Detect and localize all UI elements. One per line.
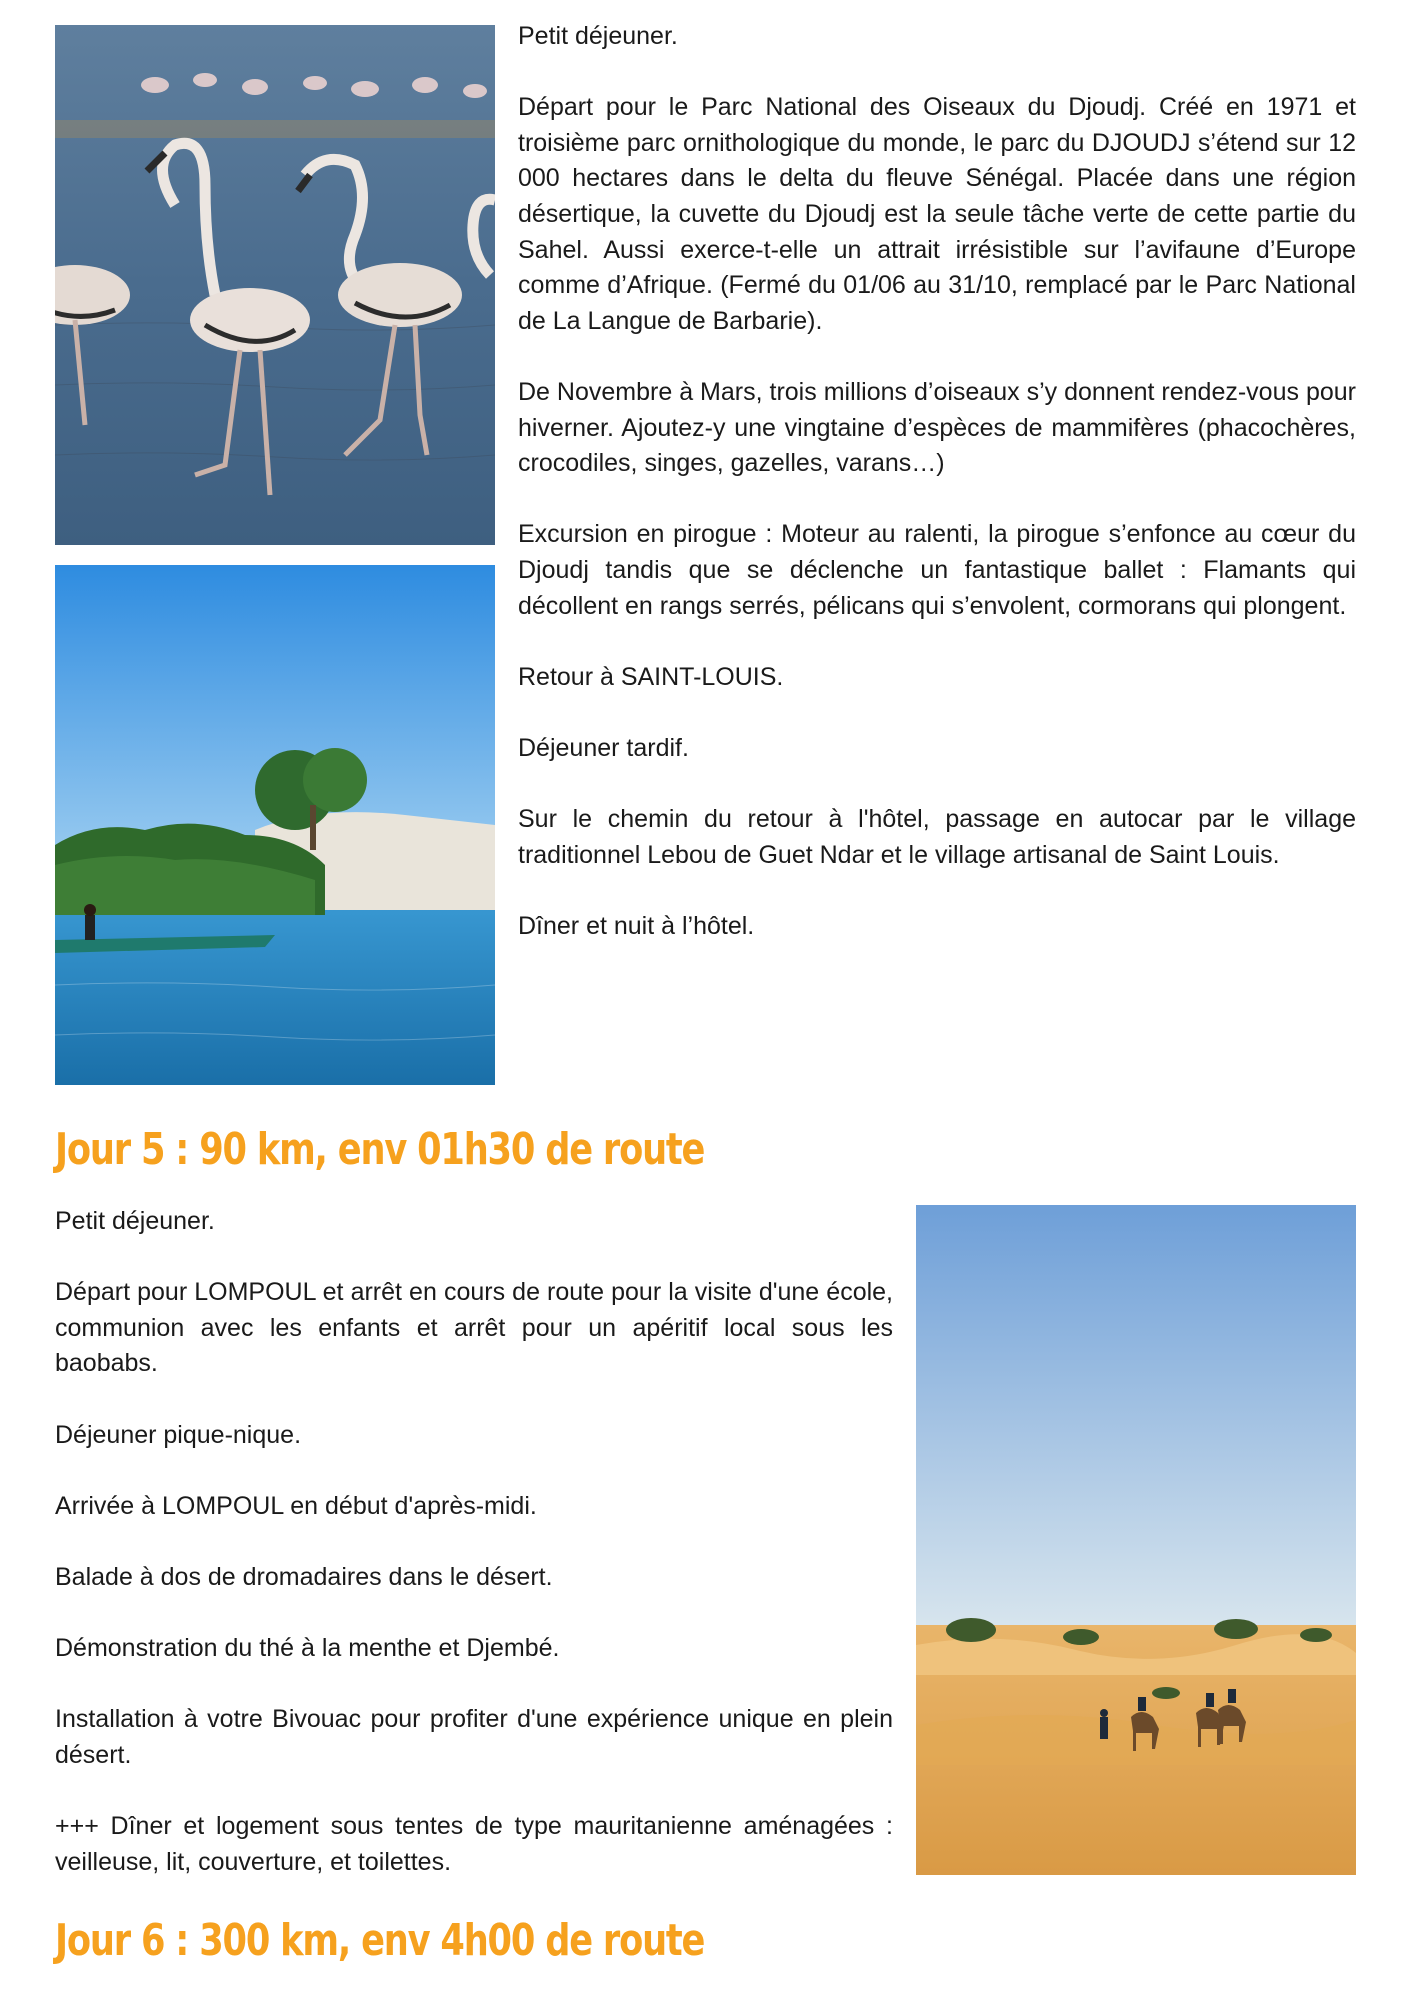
day5-paragraph-6: Démonstration du thé à la menthe et Djembé.	[55, 1634, 560, 1663]
day5-paragraph-1: Petit déjeuner.	[55, 1207, 215, 1235]
section1-paragraph-4: Excursion en pirogue : Moteur au ralenti, la pirogue s’enfonce au cœur du Djoudj tandis que se déclenche un fantastique ballet : Flamants qui décollent en rangs serrés, pélicans qui s’envolent, cormorans qui plongent.	[518, 520, 1356, 620]
section1-paragraph-5: Retour à SAINT-LOUIS.	[518, 662, 784, 691]
day5-text	[55, 1204, 893, 1880]
day5-paragraph-4: Arrivée à LOMPOUL en début d'après-midi.	[55, 1491, 537, 1520]
day5-heading: Jour 5 : 90 km, env 01h30 de route	[55, 1124, 705, 1175]
section1-paragraph-8: Dîner et nuit à l’hôtel.	[518, 911, 755, 940]
section1-text	[518, 19, 1356, 944]
section1-paragraph-2: Départ pour le Parc National des Oiseaux du Djoudj. Créé en 1971 et troisième parc ornithologique du monde, le parc du DJOUDJ s’étend sur 12 000 hectares dans le delta du fleuve Sénégal. Placée dans une région désertique, la cuvette du Djoudj est la seule tâche verte de cette partie du Sahel. Aussi exerce-t-elle un attrait irrésistible sur l’avifaune d’Europe comme d’Afrique. (Fermé du 01/06 au 31/10, remplacé par le Parc National de La Langue de Barbarie).	[518, 93, 1356, 335]
section1-paragraph-3: De Novembre à Mars, trois millions d’oiseaux s’y donnent rendez-vous pour hiverner. Ajoutez-y une vingtaine d’espèces de mammifères (phacochères, crocodiles, singes, gazelles, varans…)	[518, 377, 1356, 478]
section1-paragraph-6: Déjeuner tardif.	[518, 733, 689, 762]
day5-paragraph-2: Départ pour LOMPOUL et arrêt en cours de route pour la visite d'une école, communion avec les enfants et arrêt pour un apéritif local sous les baobabs.	[55, 1278, 893, 1378]
pirogue-river-photo	[55, 565, 495, 1085]
day5-paragraph-5: Balade à dos de dromadaires dans le désert.	[55, 1562, 553, 1591]
day5-paragraph-8: +++ Dîner et logement sous tentes de type mauritanienne aménagées : veilleuse, lit, couverture, et toilettes.	[55, 1812, 893, 1876]
day6-heading: Jour 6 : 300 km, env 4h00 de route	[55, 1915, 705, 1966]
section1-paragraph-1: Petit déjeuner.	[518, 22, 678, 50]
section1-paragraph-7: Sur le chemin du retour à l'hôtel, passage en autocar par le village traditionnel Lebou de Guet Ndar et le village artisanal de Saint Louis.	[518, 805, 1356, 869]
camel-desert-photo	[916, 1205, 1356, 1875]
day5-paragraph-3: Déjeuner pique-nique.	[55, 1420, 302, 1449]
day5-paragraph-7: Installation à votre Bivouac pour profiter d'une expérience unique en plein désert.	[55, 1705, 893, 1769]
flamingo-photo	[55, 25, 495, 545]
